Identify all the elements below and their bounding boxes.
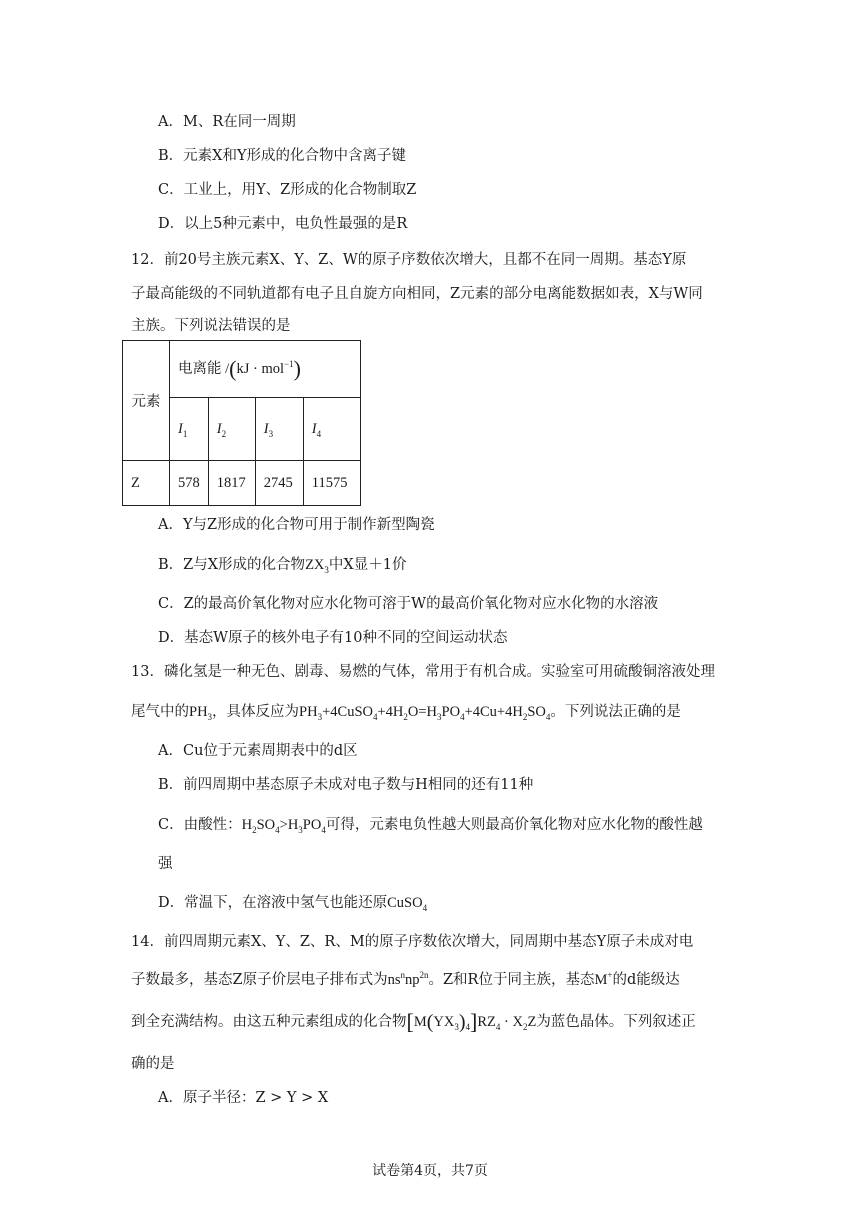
table-col-i3: $I_3$: [255, 398, 303, 461]
q12-stem-line3: 主族。下列说法错误的是: [131, 318, 291, 334]
q14-stem-line1: 14．前四周期元素X、Y、Z、R、M的原子序数依次增大，同周期中基态Y原子未成对电: [131, 934, 694, 950]
q14-stem-line2: 子数最多，基态Z原子价层电子排布式为$ns^nnp^{2n}$。Z和R位于同主族，基态M+的d能级达: [131, 970, 680, 988]
q11-option-a: A．M、R在同一周期: [158, 114, 296, 130]
q13-stem-line2: 尾气中的$PH_3$，具体反应为$PH_3+4CuSO_4+4H_2O=H_3PO_4+4Cu+4H_2SO_4$。下列说法正确的是: [131, 704, 681, 722]
q14-stem-line4: 确的是: [131, 1056, 175, 1072]
table-cell-i3: 2745: [255, 461, 303, 506]
page-footer: 试卷第4页，共7页: [372, 1163, 488, 1179]
table-header-ionization-energy: 电离能 /(kJ · mol$^{-1}$): [170, 341, 361, 398]
q12-option-c: C．Z的最高价氧化物对应水化物可溶于W的最高价氧化物对应水化物的水溶液: [158, 596, 659, 612]
q13-option-a: A．Cu位于元素周期表中的d区: [158, 743, 358, 759]
table-cell-i2: 1817: [208, 461, 255, 506]
q13-option-c-continued: 强: [158, 856, 173, 872]
table-col-i2: $I_2$: [208, 398, 255, 461]
compound-formula: $[M(YX_3)_4]RZ_4 \cdot X_2Z$: [406, 1009, 537, 1034]
q11-option-b: B．元素X和Y形成的化合物中含离子键: [158, 148, 407, 164]
q13-stem-line1: 13．磷化氢是一种无色、剧毒、易燃的气体，常用于有机合成。实验室可用硫酸铜溶液处理: [131, 664, 715, 680]
q12-stem-line1: 12．前20号主族元素X、Y、Z、W的原子序数依次增大，且都不在同一周期。基态Y原: [131, 252, 687, 268]
table-col-i1: $I_1$: [170, 398, 209, 461]
table-header-element: 元素: [123, 341, 170, 461]
q14-option-a: A．原子半径：Z > Y > X: [158, 1090, 329, 1106]
table-col-i4: $I_4$: [303, 398, 360, 461]
ionization-energy-table: [122, 340, 361, 506]
table-cell-i1: 578: [170, 461, 209, 506]
q14-stem-line3: 到全充满结构。由这五种元素组成的化合物$[M(YX_3)_4]RZ_4 \cdot X_2Z$为蓝色晶体。下列叙述正: [131, 1009, 696, 1034]
reaction-equation: $PH_3+4CuSO_4+4H_2O=H_3PO_4+4Cu+4H_2SO_4$: [299, 704, 551, 722]
q12-option-d: D．基态W原子的核外电子有10种不同的空间运动状态: [158, 630, 508, 646]
q11-option-c: C．工业上，用Y、Z形成的化合物制取Z: [158, 182, 417, 198]
q11-option-d: D．以上5种元素中，电负性最强的是R: [158, 216, 408, 232]
q13-option-d: D．常温下，在溶液中氢气也能还原CuSO$_4$: [158, 895, 428, 913]
q13-option-c: C．由酸性：$H_2SO_4>H_3PO_4$可得，元素电负性越大则最高价氧化物对应水化物的酸性越: [158, 817, 703, 835]
table-cell-i4: 11575: [303, 461, 360, 506]
table-row-label: Z: [123, 461, 170, 506]
q12-option-a: A．Y与Z形成的化合物可用于制作新型陶瓷: [158, 517, 435, 533]
q13-option-b: B．前四周期中基态原子未成对电子数与H相同的还有11种: [158, 777, 534, 793]
acid-comparison: $H_2SO_4>H_3PO_4$: [241, 817, 326, 835]
q12-stem-line2: 子最高能级的不同轨道都有电子且自旋方向相同，Z元素的部分电离能数据如表，X与W同: [131, 286, 703, 302]
q12-option-b: B．Z与X形成的化合物$ZX_3$中X显＋1价: [158, 557, 407, 575]
